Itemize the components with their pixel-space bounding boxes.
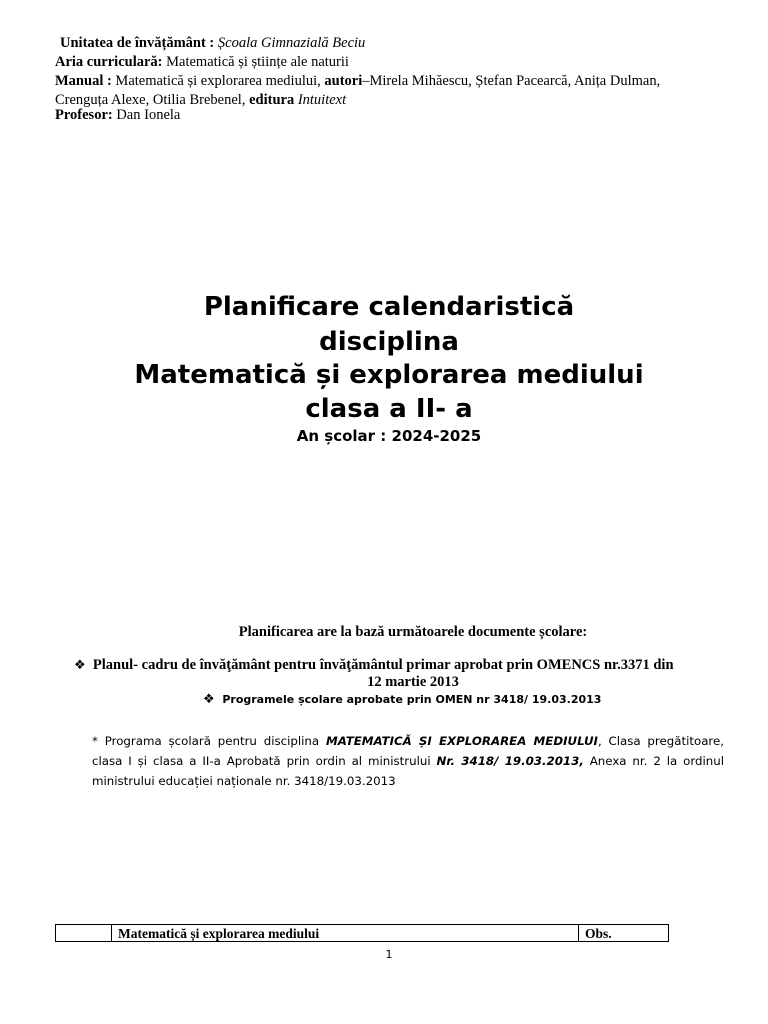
doc-title-line-2: disciplina — [319, 327, 459, 357]
authors-value-2: Crenguța Alexe, Otilia Brebenel, — [55, 92, 246, 108]
basis-item-2 — [203, 692, 601, 707]
basis-item-1-cont: 12 martie 2013 — [367, 674, 459, 690]
teacher-value: Dan Ionela — [116, 107, 181, 123]
doc-title-line-4: clasa a II- a — [305, 394, 473, 424]
table-header-cell-empty — [56, 925, 112, 942]
planning-table — [55, 924, 669, 942]
basis-item-1 — [74, 657, 674, 674]
school-year: An școlar : 2024-2025 — [296, 427, 482, 445]
publisher-value: Intuitext — [297, 92, 347, 108]
doc-title-line-3: Matematică și explorarea mediului — [134, 360, 644, 390]
note-subject: MATEMATICĂ ȘI EXPLORAREA MEDIULUI — [325, 734, 598, 748]
table-header-cell-subject: Matematică și explorarea mediului — [112, 925, 579, 942]
area-line — [55, 53, 349, 72]
authors-label: autori — [324, 73, 363, 89]
note-order: Nr. 3418/ 19.03.2013, — [436, 754, 584, 768]
authors-value: –Mirela Mihăescu, Ștefan Pacearcă, Anița Dulman, — [362, 73, 661, 89]
teacher-line — [55, 106, 180, 125]
program-note — [92, 731, 724, 791]
diamond-bullet-icon: ❖ — [203, 692, 215, 707]
unit-value: Școala Gimnazială Beciu — [217, 35, 366, 51]
publisher-label: editura — [249, 92, 295, 108]
basis-item-2-text: Programele școlare aprobate prin OMEN nr 3418/ 19.03.2013 — [222, 693, 602, 706]
basis-heading: Planificarea are la bază următoarele documente școlare: — [238, 624, 588, 640]
note-middle: , Clasa pregătitoare, clasa I și clasa a II-a Aprobată prin ordin al ministrului — [92, 734, 725, 768]
table-header-row — [56, 925, 669, 942]
diamond-bullet-icon: ❖ — [74, 658, 86, 673]
unit-line — [60, 34, 365, 53]
manual-label: Manual : — [55, 73, 112, 89]
area-label: Aria curriculară: — [55, 54, 163, 70]
basis-item-1-text: Planul- cadru de învăţământ pentru învăţământul primar aprobat prin OMENCS nr.3371 din — [92, 657, 674, 673]
page-number: 1 — [385, 948, 393, 961]
note-prefix: * Programa școlară pentru disciplina — [92, 734, 320, 748]
area-value: Matematică și științe ale naturii — [166, 54, 349, 70]
table-header-cell-obs: Obs. — [579, 925, 669, 942]
manual-line — [55, 72, 660, 91]
unit-label: Unitatea de învățământ : — [60, 35, 215, 51]
manual-value: Matematică și explorarea mediului, — [115, 73, 321, 89]
doc-title-line-1: Planificare calendaristică — [203, 292, 575, 322]
teacher-label: Profesor: — [55, 107, 113, 123]
note-suffix: Anexa nr. 2 la ordinul ministrului educației naționale nr. 3418/19.03.2013 — [92, 754, 724, 788]
